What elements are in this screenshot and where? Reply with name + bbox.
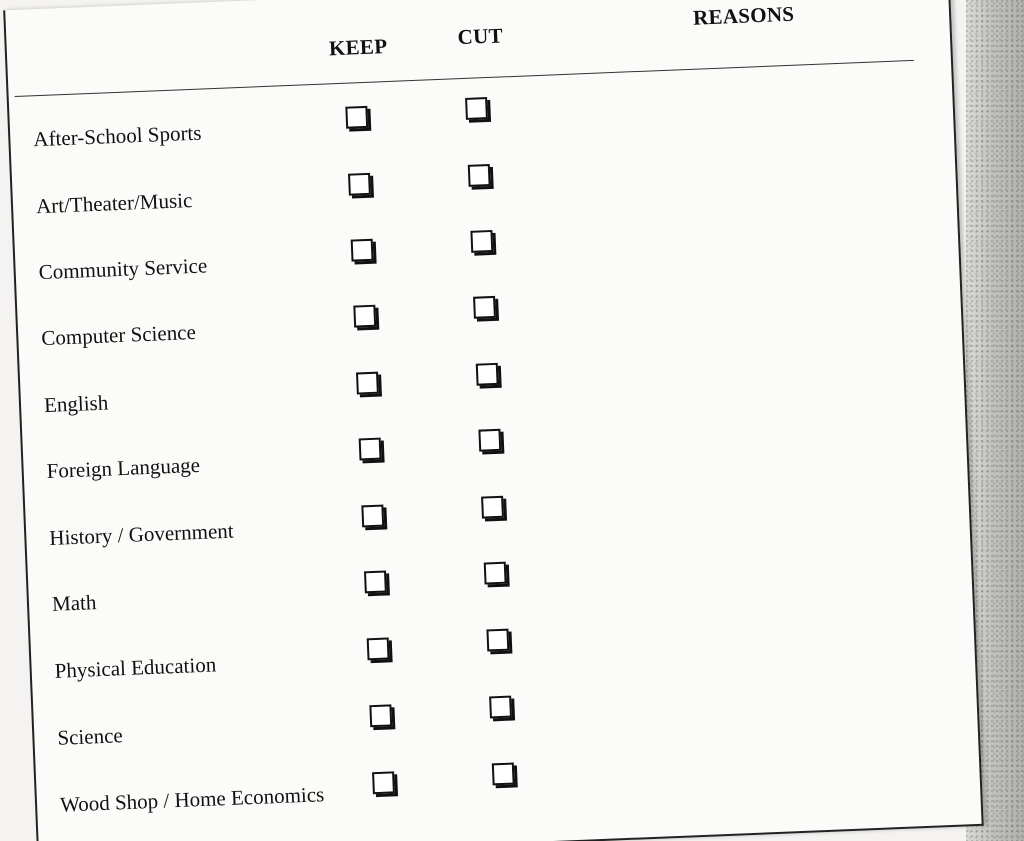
cut-checkbox[interactable]	[481, 496, 504, 519]
keep-checkbox[interactable]	[345, 106, 368, 129]
cut-checkbox[interactable]	[470, 230, 493, 253]
subject-label: Science	[56, 723, 124, 750]
keep-checkbox[interactable]	[372, 771, 395, 794]
subject-label: Computer Science	[40, 319, 197, 351]
cut-checkbox[interactable]	[473, 296, 496, 319]
keep-checkbox[interactable]	[353, 305, 376, 328]
keep-checkbox[interactable]	[367, 637, 390, 660]
subject-label: Physical Education	[54, 652, 217, 683]
cut-checkbox[interactable]	[492, 763, 515, 786]
cut-checkbox[interactable]	[465, 97, 488, 120]
keep-column-header: KEEP	[328, 34, 388, 61]
keep-checkbox[interactable]	[356, 372, 379, 395]
keep-checkbox[interactable]	[351, 239, 374, 262]
cut-checkbox[interactable]	[476, 363, 499, 386]
cut-checkbox[interactable]	[486, 629, 509, 652]
subject-label: History / Government	[48, 518, 235, 550]
keep-checkbox[interactable]	[359, 438, 382, 461]
subject-label: Art/Theater/Music	[35, 187, 193, 219]
cut-checkbox[interactable]	[484, 562, 507, 585]
cut-checkbox[interactable]	[468, 164, 491, 187]
subject-label: Math	[51, 590, 97, 616]
subject-label: After-School Sports	[32, 120, 202, 152]
keep-checkbox[interactable]	[361, 505, 384, 528]
keep-checkbox[interactable]	[369, 704, 392, 727]
reasons-column-header: REASONS	[692, 1, 795, 30]
cut-checkbox[interactable]	[489, 696, 512, 719]
keep-checkbox[interactable]	[364, 570, 387, 593]
cut-checkbox[interactable]	[478, 429, 501, 452]
cut-column-header: CUT	[457, 23, 504, 50]
subject-label: Foreign Language	[46, 452, 201, 484]
subject-label: English	[43, 390, 109, 418]
subject-label: Community Service	[38, 253, 208, 285]
keep-checkbox[interactable]	[348, 173, 371, 196]
subject-label: Wood Shop / Home Economics	[59, 782, 325, 817]
